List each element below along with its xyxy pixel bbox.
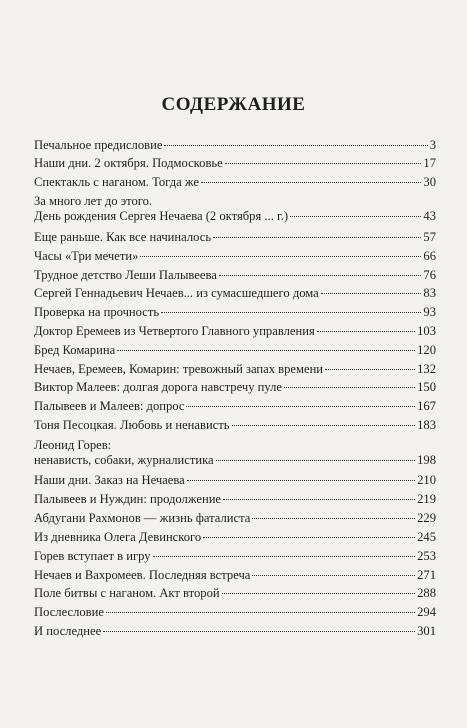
toc-entry-page: 210 [417, 473, 436, 487]
toc-entry [34, 438, 436, 468]
leader-dots [201, 182, 421, 183]
toc-entry-page: 76 [423, 268, 436, 282]
leader-dots [203, 537, 415, 538]
toc-entry [34, 230, 436, 245]
toc-entry [34, 605, 436, 620]
leader-dots [321, 293, 422, 294]
leader-dots [153, 556, 416, 557]
toc-entry-page: 229 [417, 511, 436, 525]
leader-dots [284, 387, 415, 388]
toc-entry-page: 57 [423, 230, 436, 244]
leader-dots [232, 425, 416, 426]
leader-dots [252, 575, 415, 576]
toc-entry-page: 183 [417, 418, 436, 432]
toc-entry-heading: За много лет до этого. [34, 194, 153, 208]
toc-entry [34, 586, 436, 601]
leader-dots [187, 480, 415, 481]
page-title: СОДЕРЖАНИЕ [161, 94, 306, 115]
toc-entry [34, 399, 436, 414]
toc-entry-title: Печальное предисловие [34, 138, 163, 152]
leader-dots [213, 237, 421, 238]
toc-entry [34, 268, 436, 283]
leader-dots [325, 369, 415, 370]
toc-entry [34, 175, 436, 190]
toc-entry [34, 549, 436, 564]
toc-entry-page: 198 [417, 453, 436, 467]
toc-entry-page: 43 [423, 209, 436, 223]
toc-entry-title: Из дневника Олега Девинского [34, 530, 202, 544]
toc-entry-title: Нечаев, Еремеев, Комарин: тревожный запах времени [34, 362, 324, 376]
toc-entry [34, 568, 436, 583]
leader-dots [164, 145, 427, 146]
toc-entry [34, 249, 436, 264]
leader-dots [216, 460, 415, 461]
toc-entry-title: Сергей Геннадьевич Нечаев... из сумасшедшего дома [34, 286, 319, 300]
toc-entry-page: 288 [417, 586, 436, 600]
toc-entry-title: ненависть, собаки, журналистика [34, 453, 214, 467]
toc-entry [34, 492, 436, 507]
leader-dots [117, 350, 415, 351]
toc-entry-title: День рождения Сергея Нечаева (2 октября ... г.) [34, 209, 289, 223]
leader-dots [252, 518, 415, 519]
toc-entry [34, 530, 436, 545]
leader-dots [219, 275, 422, 276]
toc-entry [34, 362, 436, 377]
toc-entry-title: Поле битвы с наганом. Акт второй [34, 586, 220, 600]
toc-entry [34, 380, 436, 395]
toc-entry-page: 83 [423, 286, 436, 300]
leader-dots [225, 163, 422, 164]
toc-entry [34, 418, 436, 433]
toc-entry-title: Наши дни. 2 октября. Подмосковье [34, 156, 223, 170]
toc-entry-title: Доктор Еремеев из Четвертого Главного управления [34, 324, 315, 338]
toc-entry [34, 624, 436, 639]
toc-entry-page: 132 [417, 362, 436, 376]
toc-entry-title: Бред Комарина [34, 343, 116, 357]
leader-dots [161, 312, 421, 313]
leader-dots [103, 631, 415, 632]
toc-entry-page: 30 [423, 175, 436, 189]
toc-entry [34, 156, 436, 171]
toc-entry [34, 138, 436, 153]
toc-entry [34, 511, 436, 526]
leader-dots [140, 256, 421, 257]
leader-dots [317, 331, 415, 332]
toc-entry-title: Палывеев и Малеев: допрос [34, 399, 185, 413]
toc-entry-title: Виктор Малеев: долгая дорога навстречу пуле [34, 380, 283, 394]
toc-entry-page: 120 [417, 343, 436, 357]
toc-entry [34, 473, 436, 488]
toc-entry-title: Горев вступает в игру [34, 549, 151, 563]
toc-entry [34, 305, 436, 320]
toc-entry-title: Проверка на прочность [34, 305, 160, 319]
toc-entry-page: 253 [417, 549, 436, 563]
toc-entry-page: 93 [423, 305, 436, 319]
toc-entry-page: 17 [423, 156, 436, 170]
toc-entry-page: 167 [417, 399, 436, 413]
toc-entry-page: 294 [417, 605, 436, 619]
toc-entry-page: 66 [423, 249, 436, 263]
toc-entry-title: Нечаев и Вахромеев. Последняя встреча [34, 568, 251, 582]
leader-dots [222, 593, 415, 594]
toc-entry [34, 324, 436, 339]
leader-dots [290, 216, 421, 217]
toc-entry-title: Часы «Три мечети» [34, 249, 139, 263]
toc-entry [34, 286, 436, 301]
toc-entry-title: Палывеев и Нуждин: продолжение [34, 492, 222, 506]
leader-dots [223, 499, 415, 500]
leader-dots [186, 406, 415, 407]
toc-entry-title: Тоня Песоцкая. Любовь и ненависть [34, 418, 230, 432]
toc-entry-title: Абдугани Рахмонов — жизнь фаталиста [34, 511, 251, 525]
toc-entry-page: 3 [429, 138, 436, 152]
toc-entry-page: 271 [417, 568, 436, 582]
toc-entry-title: Послесловие [34, 605, 104, 619]
toc-entry-page: 103 [417, 324, 436, 338]
toc-entry-title: Наши дни. Заказ на Нечаева [34, 473, 185, 487]
toc-entry-page: 150 [417, 380, 436, 394]
toc-entry-title: Трудное детство Леши Палывеева [34, 268, 217, 282]
toc-entry-title: Спектакль с наганом. Тогда же [34, 175, 199, 189]
toc-entry-page: 219 [417, 492, 436, 506]
toc-entry-page: 301 [417, 624, 436, 638]
toc-entry [34, 343, 436, 358]
toc-entry [34, 194, 436, 224]
toc-entry-heading: Леонид Горев: [34, 438, 112, 452]
toc-entry-title: Еще раньше. Как все начиналось [34, 230, 212, 244]
leader-dots [106, 612, 415, 613]
toc-entry-page: 245 [417, 530, 436, 544]
toc-entry-title: И последнее [34, 624, 102, 638]
